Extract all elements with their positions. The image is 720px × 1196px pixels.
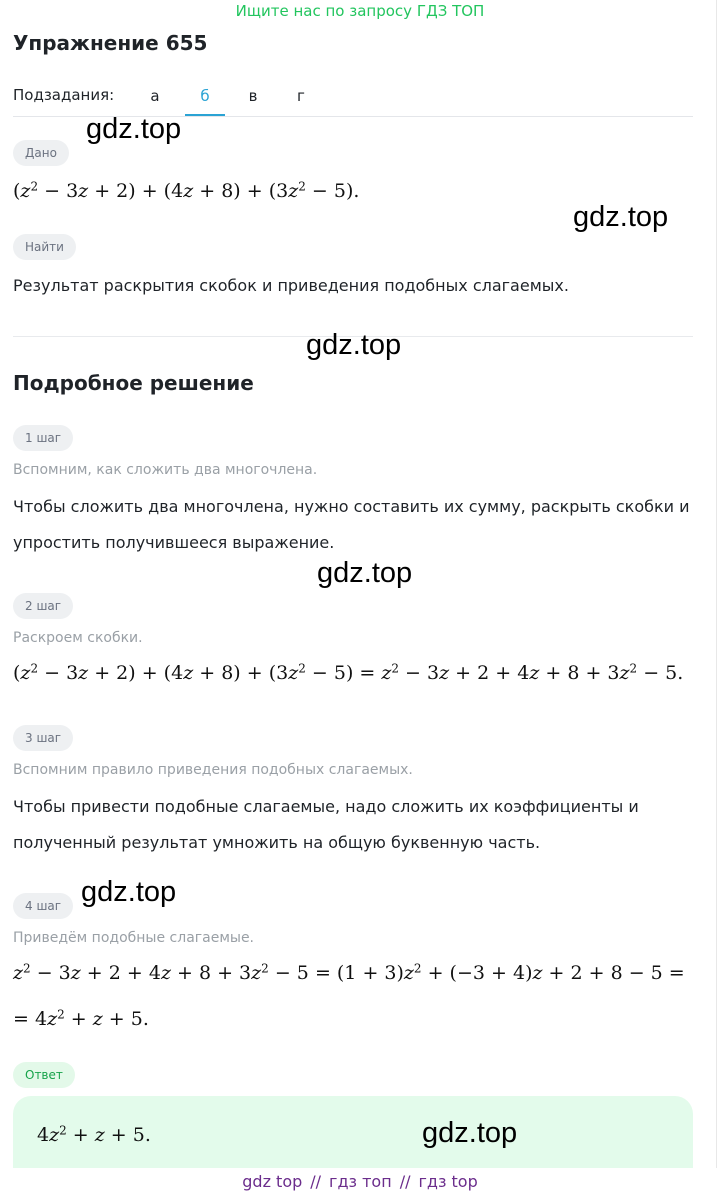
- step-3-chip: 3 шаг: [13, 725, 73, 751]
- tab-a[interactable]: а: [150, 87, 160, 105]
- step-2-expression: $(z^2 - 3z + 2) + (4z + 8) + (3z^2 - 5) = z^2 - 3z + 2 + 4z + 8 + 3z^2 - 5$.: [13, 661, 684, 684]
- footer-separator: //: [399, 1172, 411, 1191]
- step-1-text: Чтобы сложить два многочлена, нужно составить их сумму, раскрыть скобки и упростить получившееся выражение.: [13, 497, 690, 552]
- watermark: gdz.top: [317, 557, 413, 589]
- step-4-expression-line2: = $4z^2 + z + 5$.: [13, 1007, 149, 1030]
- footer-link-gdz-top-ru[interactable]: гдз топ: [329, 1172, 392, 1191]
- find-text: Результат раскрытия скобок и приведения подобных слагаемых.: [13, 276, 569, 295]
- watermark: gdz.top: [81, 876, 177, 908]
- promo-banner[interactable]: Ищите нас по запросу ГДЗ ТОП: [235, 2, 485, 20]
- footer-link-gdz-top[interactable]: gdz top: [242, 1172, 303, 1191]
- step-3-hint: Вспомним правило приведения подобных слагаемых.: [13, 762, 413, 778]
- step-1-chip: 1 шаг: [13, 425, 73, 451]
- solution-title: Подробное решение: [13, 371, 254, 395]
- footer-link-gdz-top-mixed[interactable]: гдз top: [418, 1172, 478, 1191]
- page-edge-line: [716, 0, 717, 1196]
- step-3-text: Чтобы привести подобные слагаемые, надо сложить их коэффициенты и полученный результат умножить на общую буквенную часть.: [13, 797, 639, 852]
- watermark: gdz.top: [422, 1117, 518, 1149]
- page-title: Упражнение 655: [13, 31, 208, 55]
- step-2-hint: Раскроем скобки.: [13, 630, 143, 646]
- tab-b[interactable]: б: [185, 84, 225, 116]
- given-expression: $(z^2 - 3z + 2) + (4z + 8) + (3z^2 - 5)$.: [13, 179, 360, 202]
- step-2-chip: 2 шаг: [13, 593, 73, 619]
- subtasks-label: Подзадания:: [13, 86, 115, 104]
- find-chip: Найти: [13, 234, 76, 260]
- watermark: gdz.top: [573, 201, 669, 233]
- watermark: gdz.top: [86, 113, 182, 145]
- watermark: gdz.top: [306, 329, 402, 361]
- subtasks-nav: [13, 84, 693, 116]
- step-4-chip: 4 шаг: [13, 893, 73, 919]
- step-4-hint: Приведём подобные слагаемые.: [13, 930, 255, 946]
- answer-expression: $4z^2 + z + 5$.: [37, 1123, 151, 1146]
- step-1-hint: Вспомним, как сложить два многочлена.: [13, 462, 318, 478]
- footer-links: [0, 1168, 720, 1196]
- given-chip: Дано: [13, 140, 69, 166]
- footer-separator: //: [310, 1172, 322, 1191]
- step-4-expression-line1: $z^2 - 3z + 2 + 4z + 8 + 3z^2 - 5 = (1 + 3)z^2 + (-3 + 4)z + 2 + 8 - 5$ =: [13, 961, 685, 984]
- tab-v[interactable]: в: [248, 87, 258, 105]
- answer-chip: Ответ: [13, 1062, 75, 1088]
- tab-g[interactable]: г: [297, 87, 305, 105]
